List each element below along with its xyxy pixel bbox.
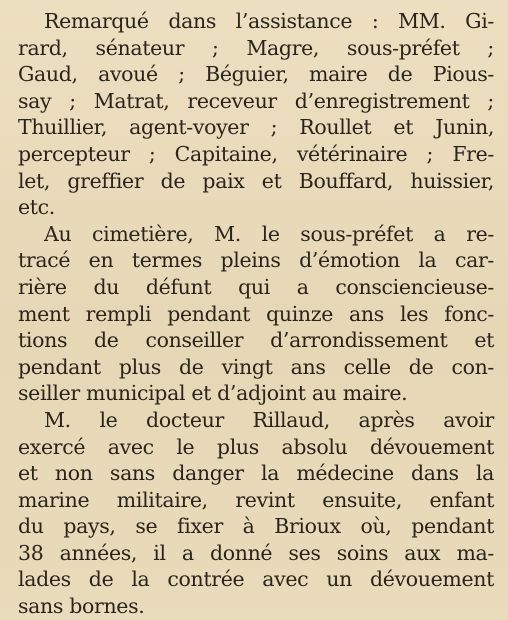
text-line: Gaud, avoué ; Béguier, maire de Pious- xyxy=(18,62,494,87)
text-line: marine militaire, revint ensuite, enfant xyxy=(18,487,494,512)
text-line: pendant plus de vingt ans celle de con- xyxy=(18,354,494,379)
text-line: et non sans danger la médecine dans la xyxy=(18,461,494,486)
paragraph-doctor xyxy=(18,407,494,620)
text-line: percepteur ; Capitaine, vétérinaire ; Fre- xyxy=(18,141,494,166)
text-line: tracé en termes pleins d’émotion la car- xyxy=(18,248,494,273)
text-line: Thuillier, agent-voyer ; Roullet et Junin, xyxy=(18,115,494,140)
text-line: lades de la contrée avec un dévouement xyxy=(18,567,494,592)
paragraph-attendees xyxy=(18,8,494,221)
text-line: seiller municipal et d’adjoint au maire. xyxy=(18,381,408,406)
text-line: tions de conseiller d’arrondissement et xyxy=(18,328,494,353)
text-line: ment rempli pendant quinze ans les fonc- xyxy=(18,301,494,326)
text-line: Remarqué dans l’assistance : MM. Gi- xyxy=(44,9,494,33)
text-line: rière du défunt qui a consciencieuse- xyxy=(18,274,494,299)
text-line: 38 années, il a donné ses soins aux ma- xyxy=(18,540,494,565)
text-line: M. le docteur Rillaud, après avoir xyxy=(44,407,494,432)
paragraph-cemetery xyxy=(18,221,494,407)
text-line: Au cimetière, M. le sous-préfet a re- xyxy=(44,221,494,246)
text-line: rard, sénateur ; Magre, sous-préfet ; xyxy=(18,35,494,60)
text-line: say ; Matrat, receveur d’enregistrement ; xyxy=(18,88,494,113)
text-line: sans bornes. xyxy=(18,594,145,619)
text-line: du pays, se fixer à Brioux où, pendant xyxy=(18,514,494,539)
text-line: exercé avec le plus absolu dévouement xyxy=(18,434,494,459)
article-column xyxy=(18,8,494,620)
text-line: etc. xyxy=(18,195,55,220)
text-line: let, greffier de paix et Bouffard, huissier, xyxy=(18,168,494,193)
